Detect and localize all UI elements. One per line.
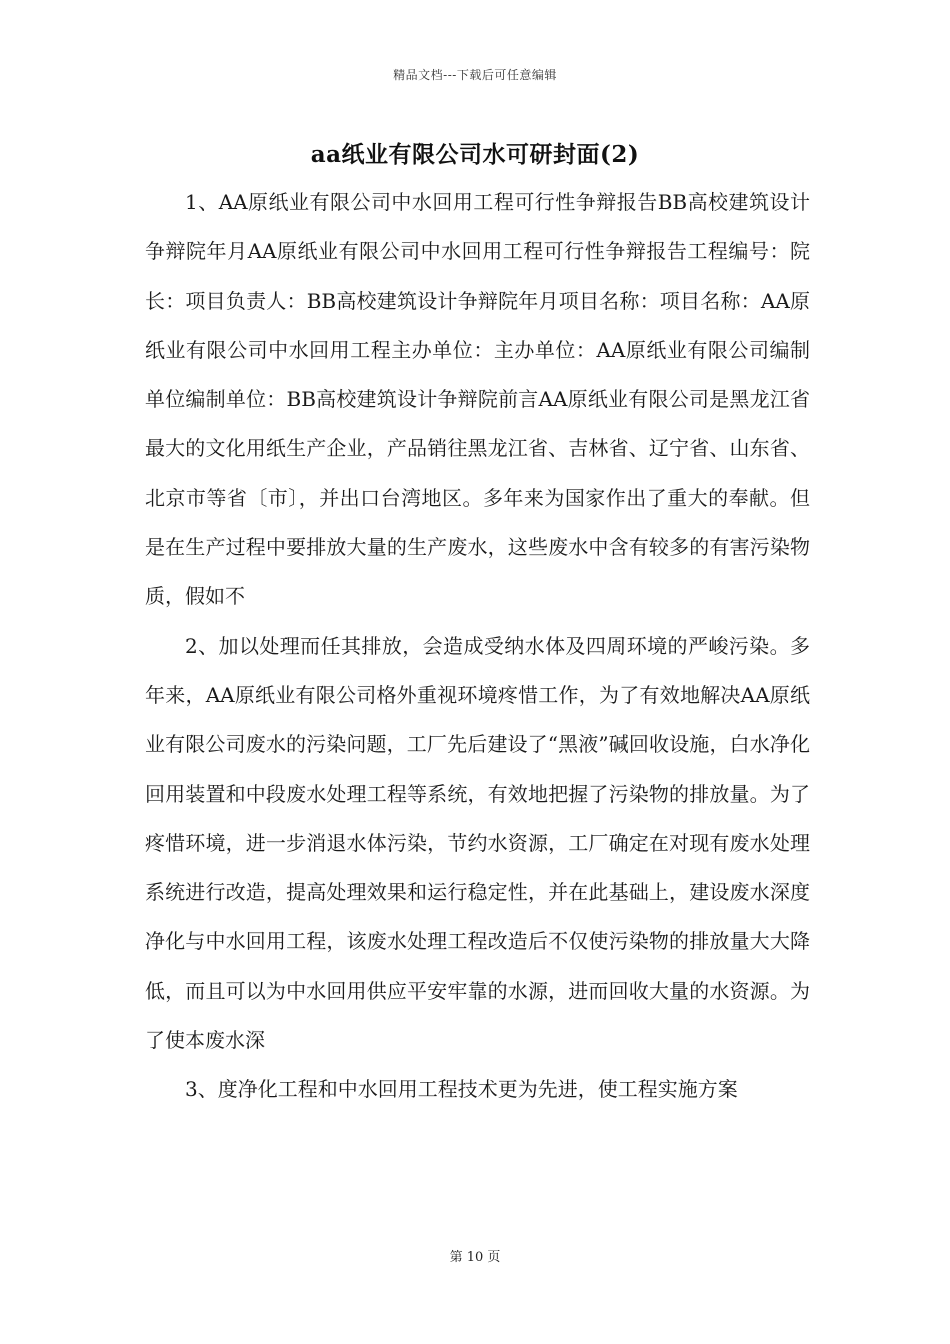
- page-number: 第 10 页: [449, 1250, 501, 1265]
- paragraph-1: 1、AA原纸业有限公司中水回用工程可行性争辩报告BB高校建筑设计争辩院年月AA原纸业有限公司中水回用工程可行性争辩报告工程编号：院长：项目负责人：BB高校建筑设计争辩院年月项目名称：项目名称：AA原纸业有限公司中水回用工程主办单位：主办单位：AA原纸业有限公司编制单位编制单位：BB高校建筑设计争辩院前言AA原纸业有限公司是黑龙江省最大的文化用纸生产企业，产品销往黑龙江省、吉林省、辽宁省、山东省、北京市等省〔市〕，并出口台湾地区。多年来为国家作出了重大的奉献。但是在生产过程中要排放大量的生产废水，这些废水中含有较多的有害污染物质，假如不: [145, 190, 810, 609]
- document-title: aa纸业有限公司水可研封面(2): [310, 141, 640, 168]
- document-body: [145, 178, 810, 1115]
- paragraph-3: 3、度净化工程和中水回用工程技术更为先进，使工程实施方案: [185, 1077, 738, 1102]
- page-header: 精品文档---下载后可任意编辑: [393, 68, 557, 82]
- paragraph-2: 2、加以处理而任其排放，会造成受纳水体及四周环境的严峻污染。多年来，AA原纸业有限公司格外重视环境疼惜工作，为了有效地解决AA原纸业有限公司废水的污染问题，工厂先后建设了“黑液”碱回收设施，白水净化回用装置和中段废水处理工程等系统，有效地把握了污染物的排放量。为了疼惜环境，进一步消退水体污染，节约水资源，工厂确定在对现有废水处理系统进行改造，提高处理效果和运行稳定性，并在此基础上，建设废水深度净化与中水回用工程，该废水处理工程改造后不仅使污染物的排放量大大降低，而且可以为中水回用供应平安牢靠的水源，进而回收大量的水资源。为了使本废水深: [145, 633, 810, 1053]
